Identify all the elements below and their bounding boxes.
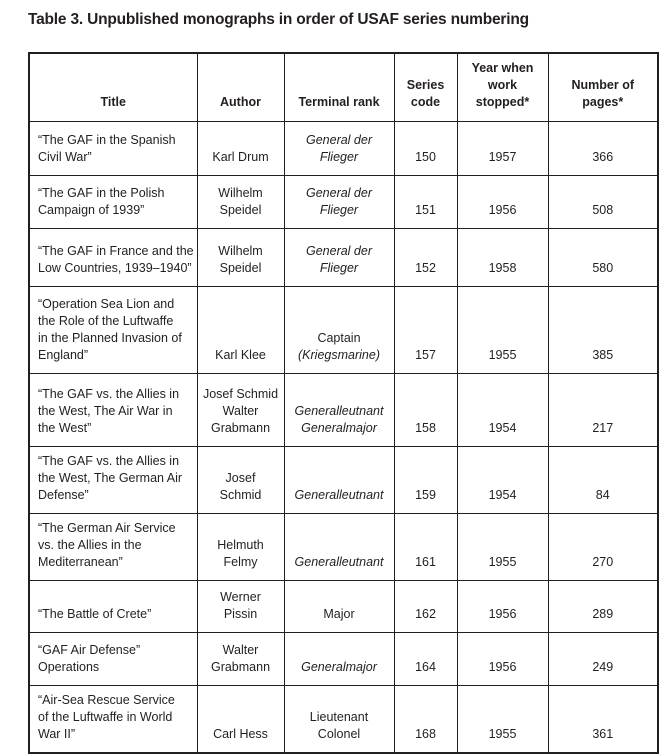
year-stopped-cell — [457, 122, 548, 176]
cell-line: “The GAF vs. the Allies in — [38, 387, 180, 401]
column-header-author — [197, 53, 284, 122]
title-cell — [29, 229, 197, 287]
cell-line: “The GAF vs. the Allies in — [38, 454, 180, 468]
cell-line: of the Luftwaffe in World — [38, 710, 173, 724]
series-code-cell — [394, 514, 457, 581]
header-line: code — [410, 95, 441, 109]
cell-line: 157 — [415, 348, 436, 362]
cell-line: General der — [305, 186, 372, 200]
cell-line: 164 — [415, 660, 436, 674]
author-cell — [197, 374, 284, 447]
pages-cell — [548, 287, 658, 374]
cell-line: General der — [305, 133, 372, 147]
cell-line: Colonel — [317, 727, 361, 741]
author-cell — [197, 581, 284, 633]
cell-line: “The German Air Service — [38, 521, 176, 535]
series-code-cell — [394, 581, 457, 633]
cell-line: Campaign of 1939” — [38, 203, 145, 217]
table-row — [29, 514, 658, 581]
year-stopped-cell — [457, 374, 548, 447]
cell-line: 580 — [592, 261, 614, 275]
pages-cell — [548, 447, 658, 514]
cell-line: “The Battle of Crete” — [38, 607, 152, 621]
table-row — [29, 176, 658, 229]
year-stopped-cell — [457, 176, 548, 229]
pages-cell — [548, 686, 658, 754]
terminal-rank-cell — [284, 581, 394, 633]
cell-line: 1954 — [488, 421, 517, 435]
series-code-cell — [394, 176, 457, 229]
title-cell — [29, 581, 197, 633]
author-cell — [197, 229, 284, 287]
cell-line: Speidel — [219, 203, 262, 217]
cell-line: 161 — [415, 555, 436, 569]
cell-line: Werner — [220, 590, 261, 604]
cell-line: “The GAF in the Polish — [38, 186, 165, 200]
cell-line: 366 — [592, 150, 614, 164]
author-cell — [197, 447, 284, 514]
cell-line: 152 — [415, 261, 436, 275]
header-line: Title — [100, 95, 126, 109]
column-header-number-of-pages — [548, 53, 658, 122]
series-code-cell — [394, 287, 457, 374]
cell-line: in the Planned Invasion of — [38, 331, 182, 345]
table-caption: Table 3. Unpublished monographs in order of USAF series numbering — [28, 11, 529, 28]
table-row — [29, 447, 658, 514]
table-row — [29, 229, 658, 287]
cell-line: “Air-Sea Rescue Service — [38, 693, 175, 707]
terminal-rank-cell — [284, 514, 394, 581]
table-row — [29, 581, 658, 633]
cell-line: 270 — [592, 555, 614, 569]
cell-line: Low Countries, 1939–1940” — [38, 261, 192, 275]
cell-line: “Operation Sea Lion and — [38, 297, 175, 311]
cell-line: vs. the Allies in the — [38, 538, 142, 552]
cell-line: Generalmajor — [301, 421, 377, 435]
series-code-cell — [394, 447, 457, 514]
cell-line: 249 — [592, 660, 614, 674]
table-row — [29, 287, 658, 374]
cell-line: Josef — [225, 471, 256, 485]
cell-line: 1955 — [488, 348, 517, 362]
cell-line: Walter — [222, 643, 259, 657]
cell-line: “The GAF in the Spanish — [38, 133, 176, 147]
cell-line: 508 — [592, 203, 614, 217]
terminal-rank-cell — [284, 229, 394, 287]
terminal-rank-cell — [284, 176, 394, 229]
cell-line: Walter — [222, 404, 259, 418]
cell-line: 151 — [415, 203, 436, 217]
cell-line: 150 — [415, 150, 436, 164]
cell-line: 162 — [415, 607, 436, 621]
pages-cell — [548, 229, 658, 287]
table-header-row — [29, 53, 658, 122]
cell-line: 168 — [415, 727, 436, 741]
year-stopped-cell — [457, 581, 548, 633]
title-cell — [29, 122, 197, 176]
year-stopped-cell — [457, 633, 548, 686]
cell-line: Helmuth — [217, 538, 264, 552]
series-code-cell — [394, 122, 457, 176]
table-row — [29, 122, 658, 176]
cell-line: Defense” — [38, 488, 89, 502]
cell-line: “The GAF in France and the — [38, 244, 194, 258]
cell-line: 1956 — [488, 203, 517, 217]
cell-line: 1955 — [488, 555, 517, 569]
cell-line: Josef Schmid — [202, 387, 279, 401]
cell-line: Generalleutnant — [294, 555, 384, 569]
year-stopped-cell — [457, 229, 548, 287]
header-line: Number of — [571, 78, 634, 92]
cell-line: Major — [323, 607, 355, 621]
year-stopped-cell — [457, 287, 548, 374]
header-line: Year when — [471, 61, 534, 75]
cell-line: Generalmajor — [301, 660, 377, 674]
year-stopped-cell — [457, 447, 548, 514]
table-row — [29, 633, 658, 686]
title-cell — [29, 447, 197, 514]
cell-line: Karl Drum — [212, 150, 269, 164]
column-header-terminal-rank — [284, 53, 394, 122]
column-header-year-stopped — [457, 53, 548, 122]
author-cell — [197, 287, 284, 374]
table-row — [29, 374, 658, 447]
cell-line: 1955 — [488, 727, 517, 741]
author-cell — [197, 686, 284, 754]
terminal-rank-cell — [284, 287, 394, 374]
header-line: pages* — [582, 95, 624, 109]
cell-line: Wilhelm — [218, 244, 263, 258]
pages-cell — [548, 581, 658, 633]
year-stopped-cell — [457, 514, 548, 581]
series-code-cell — [394, 686, 457, 754]
monographs-table — [28, 52, 659, 754]
pages-cell — [548, 633, 658, 686]
cell-line: the West” — [38, 421, 92, 435]
cell-line: 1957 — [488, 150, 517, 164]
cell-line: 1956 — [488, 607, 517, 621]
pages-cell — [548, 374, 658, 447]
cell-line: 84 — [595, 488, 610, 502]
title-cell — [29, 686, 197, 754]
cell-line: Pissin — [223, 607, 258, 621]
cell-line: 1954 — [488, 488, 517, 502]
header-line: Series — [406, 78, 445, 92]
terminal-rank-cell — [284, 374, 394, 447]
title-cell — [29, 287, 197, 374]
cell-line: 385 — [592, 348, 614, 362]
cell-line: Schmid — [219, 488, 262, 502]
cell-line: Civil War” — [38, 150, 92, 164]
cell-line: General der — [305, 244, 372, 258]
pages-cell — [548, 176, 658, 229]
title-cell — [29, 514, 197, 581]
series-code-cell — [394, 374, 457, 447]
cell-line: Generalleutnant — [294, 488, 384, 502]
cell-line: Carl Hess — [213, 727, 268, 741]
cell-line: Grabmann — [210, 421, 271, 435]
cell-line: Wilhelm — [218, 186, 263, 200]
cell-line: Flieger — [319, 203, 359, 217]
cell-line: Grabmann — [210, 660, 271, 674]
author-cell — [197, 633, 284, 686]
year-stopped-cell — [457, 686, 548, 754]
cell-line: (Kriegsmarine) — [298, 348, 380, 362]
author-cell — [197, 514, 284, 581]
cell-line: 289 — [592, 607, 614, 621]
cell-line: Speidel — [219, 261, 262, 275]
terminal-rank-cell — [284, 122, 394, 176]
cell-line: “GAF Air Defense” — [38, 643, 141, 657]
cell-line: Generalleutnant — [294, 404, 384, 418]
author-cell — [197, 176, 284, 229]
cell-line: 1956 — [488, 660, 517, 674]
cell-line: Flieger — [319, 150, 359, 164]
cell-line: 159 — [415, 488, 436, 502]
cell-line: Captain — [317, 331, 361, 345]
terminal-rank-cell — [284, 447, 394, 514]
title-cell — [29, 633, 197, 686]
pages-cell — [548, 122, 658, 176]
cell-line: Felmy — [223, 555, 258, 569]
cell-line: Operations — [38, 660, 100, 674]
header-line: stopped* — [475, 95, 530, 109]
cell-line: Lieutenant — [309, 710, 369, 724]
header-line: Author — [220, 95, 261, 109]
series-code-cell — [394, 633, 457, 686]
cell-line: the West, The German Air — [38, 471, 183, 485]
cell-line: 217 — [592, 421, 614, 435]
series-code-cell — [394, 229, 457, 287]
title-cell — [29, 176, 197, 229]
cell-line: 158 — [415, 421, 436, 435]
cell-line: 1958 — [488, 261, 517, 275]
terminal-rank-cell — [284, 633, 394, 686]
author-cell — [197, 122, 284, 176]
cell-line: Flieger — [319, 261, 359, 275]
cell-line: Mediterranean” — [38, 555, 123, 569]
table-row — [29, 686, 658, 754]
cell-line: 361 — [592, 727, 614, 741]
header-line: work — [487, 78, 518, 92]
terminal-rank-cell — [284, 686, 394, 754]
cell-line: Karl Klee — [215, 348, 266, 362]
cell-line: England” — [38, 348, 89, 362]
title-cell — [29, 374, 197, 447]
column-header-series-code — [394, 53, 457, 122]
cell-line: War II” — [38, 727, 76, 741]
column-header-title — [29, 53, 197, 122]
pages-cell — [548, 514, 658, 581]
cell-line: the West, The Air War in — [38, 404, 173, 418]
header-line: Terminal rank — [298, 95, 380, 109]
cell-line: the Role of the Luftwaffe — [38, 314, 174, 328]
